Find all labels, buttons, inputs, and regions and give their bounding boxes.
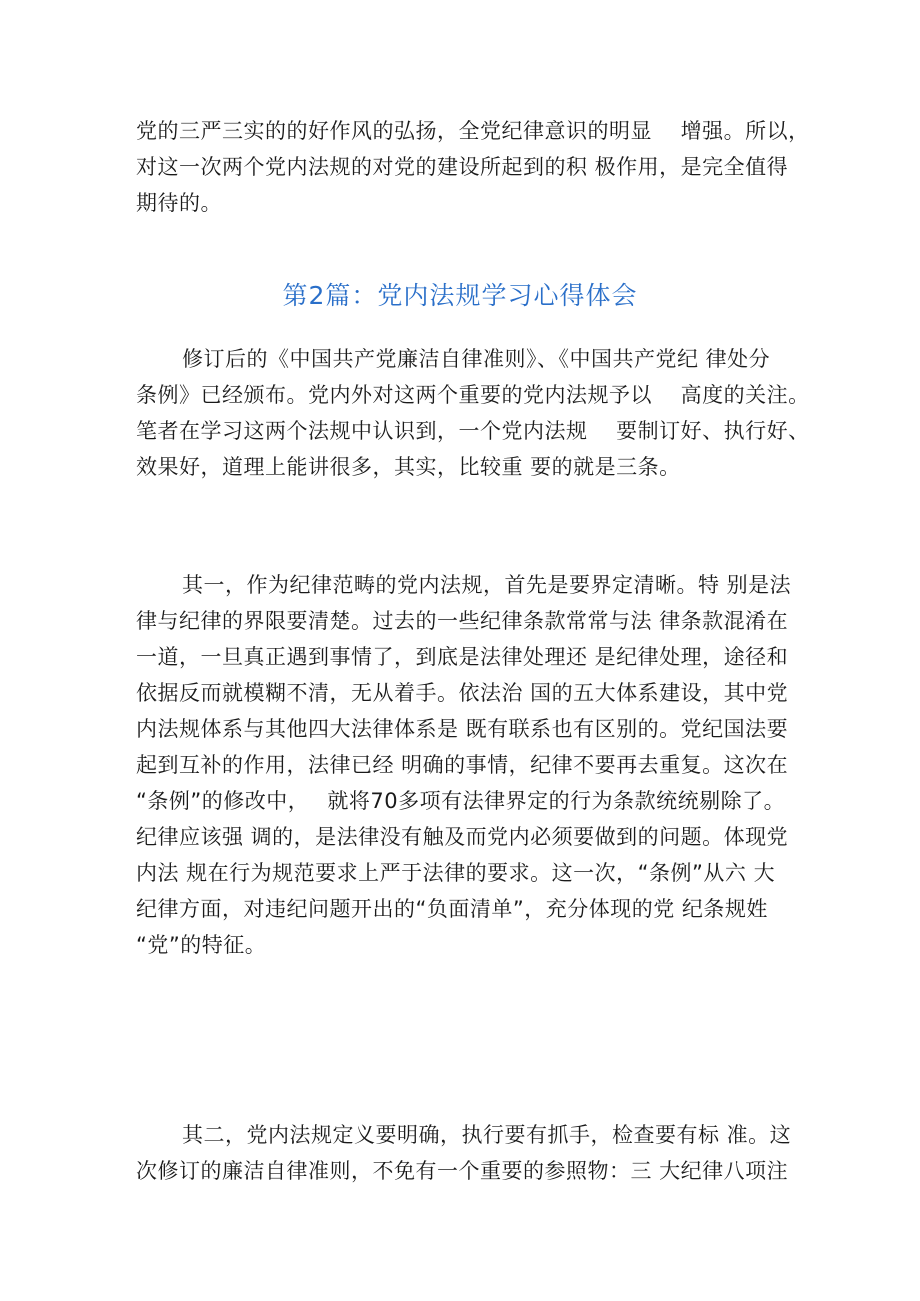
text-line: 一道，一旦真正遇到事情了，到底是法律处理还 是纪律处理，途径和 bbox=[136, 645, 789, 669]
text-line: 其一，作为纪律范畴的党内法规，首先是要界定清晰。特 别是法 bbox=[182, 573, 792, 597]
text-line: 起到互补的作用，法律已经 明确的事情，纪律不要再去重复。这次在 bbox=[136, 753, 789, 777]
text-line: “党”的特征。 bbox=[136, 933, 267, 957]
text-line: 期待的。 bbox=[136, 191, 222, 215]
paragraph-3 bbox=[136, 1117, 796, 1189]
text-line: “条例”的修改中， 就将70多项有法律界定的行为条款统统剔除了。 bbox=[136, 789, 786, 813]
text-line: 效果好，道理上能讲很多，其实，比较重 要的就是三条。 bbox=[136, 455, 681, 479]
section-heading: 第2篇：党内法规学习心得体会 bbox=[282, 281, 638, 310]
paragraph-1 bbox=[136, 341, 810, 485]
text-line: 依据反而就模糊不清，无从着手。依法治 国的五大体系建设，其中党 bbox=[136, 681, 789, 705]
text-line: 党的三严三实的的好作风的弘扬，全党纪律意识的明显 增强。所以， bbox=[136, 119, 810, 143]
text-line: 次修订的廉洁自律准则，不免有一个重要的参照物：三 大纪律八项注 bbox=[136, 1159, 789, 1183]
text-line: 律与纪律的界限要清楚。过去的一些纪律条款常常与法 律条款混淆在 bbox=[136, 609, 789, 633]
text-line: 其二，党内法规定义要明确，执行要有抓手，检查要有标 准。这 bbox=[182, 1123, 792, 1147]
intro-paragraph bbox=[136, 113, 810, 221]
paragraph-2 bbox=[136, 567, 796, 963]
text-line: 对这一次两个党内法规的对党的建设所起到的积 极作用，是完全值得 bbox=[136, 155, 789, 179]
text-line: 纪律方面，对违纪问题开出的“负面清单”，充分体现的党 纪条规姓 bbox=[136, 897, 768, 921]
text-line: 条例》已经颁布。党内外对这两个重要的党内法规予以 高度的关注。 bbox=[136, 383, 810, 407]
text-line: 内法规体系与其他四大法律体系是 既有联系也有区别的。党纪国法要 bbox=[136, 717, 789, 741]
text-line: 内法 规在行为规范要求上严于法律的要求。这一次，“条例”从六 大 bbox=[136, 861, 776, 885]
text-line: 修订后的《中国共产党廉洁自律准则》、《中国共产党纪 律处分 bbox=[182, 347, 771, 371]
text-line: 纪律应该强 调的，是法律没有触及而党内必须要做到的问题。体现党 bbox=[136, 825, 789, 849]
text-line: 笔者在学习这两个法规中认识到，一个党内法规 要制订好、执行好、 bbox=[136, 419, 810, 443]
